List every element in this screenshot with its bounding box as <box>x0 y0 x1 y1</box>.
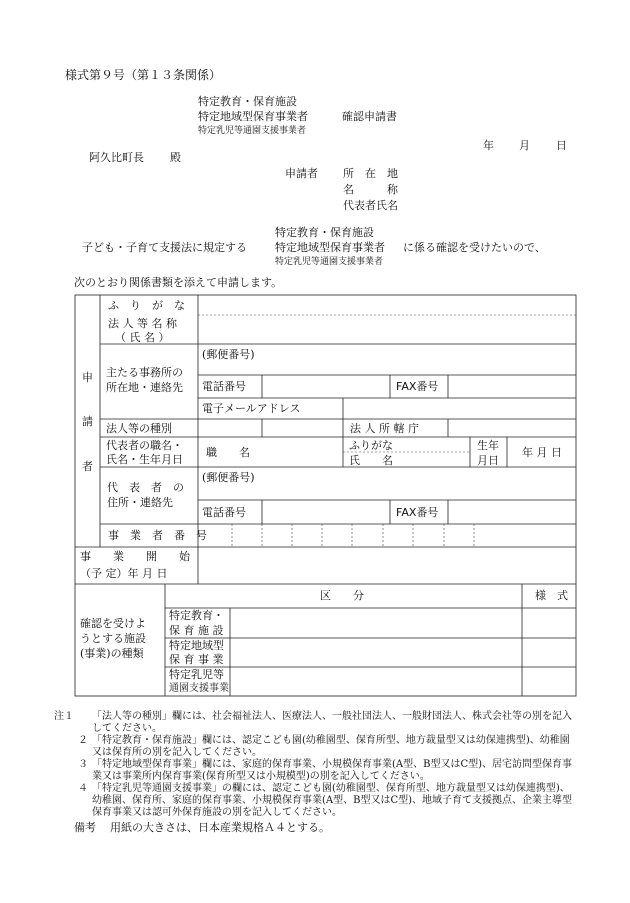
notes <box>54 711 576 819</box>
start-date-label-1: 事 業 開 始 <box>80 550 190 563</box>
date-year: 年 <box>483 139 494 152</box>
start-date-label-2: （予 定）年 月 日 <box>80 567 168 580</box>
intro-line-2: 次のとおり関係書類を添えて申請します。 <box>74 276 283 289</box>
note-3-number: ３ <box>78 759 88 770</box>
note-2-text: 「特定教育・保育施設」欄には、認定こども園(幼稚園型、保育所型、地方裁量型又は幼保連携型)、幼稚園又は保育所の別を記入してください。 <box>92 735 570 758</box>
office-address-label-2: 所在地・連絡先 <box>106 381 183 394</box>
side-label-1: 申 <box>82 371 93 384</box>
fax-label-2: FAX番号 <box>396 506 439 519</box>
facility-kind-label-2: うとする施設 <box>80 632 146 645</box>
phone-label-2: 電話番号 <box>202 506 246 519</box>
honorific: 殿 <box>170 151 181 164</box>
addressee: 阿久比町長 <box>89 151 144 164</box>
type2-label-1: 特定地域型 <box>169 639 224 652</box>
note-4-text: 「特定乳児等通園支援事業」の欄には、認定こども園(幼稚園型、保育所型、地方裁量型又は幼保連携型)、幼稚園、保育所、家庭的保育事業、小規模保育事業(A型、B型又はC型)、地域子育て支援拠点、企業主導型保育事業又は認可外保育施設の別を記入してください。 <box>92 783 573 818</box>
note-1-text: 「法人等の種別」欄には、社会福祉法人、医療法人、一般社団法人、一般財団法人、株式会社等の別を記入してください。 <box>92 711 572 734</box>
rep-address-label-1: 代 表 者 の <box>107 481 184 494</box>
phone-label: 電話番号 <box>202 380 246 393</box>
ymd-label: 年 月 日 <box>522 446 562 459</box>
type2-label-2: 保 育 事 業 <box>169 653 224 666</box>
note-3-text: 「特定地域型保育事業」欄には、家庭的保育事業、小規模保育事業(A型、B型又はC型)、居宅訪問型保育事業又は事業所内保育事業(保育所型又は小規模型)の別を記入してください。 <box>92 759 573 782</box>
office-address-label-1: 主たる事務所の <box>106 366 183 379</box>
applicant-address-label: 所 在 地 <box>343 167 398 180</box>
date-month: 月 <box>519 139 530 152</box>
email-label: 電子メールアドレス <box>202 402 301 415</box>
note-3 <box>64 759 576 783</box>
applicant-rep-label: 代表者氏名 <box>343 199 398 212</box>
applicant-name-label: 名 称 <box>343 183 398 196</box>
furigana-short-label: ふりがな <box>349 439 393 452</box>
remarks-label: 備考 <box>74 821 96 834</box>
birth-label-1: 生年 <box>477 439 499 452</box>
type3-label-1: 特定乳児等 <box>169 668 224 681</box>
facility-type-2: 特定地域型保育事業者 <box>198 110 308 123</box>
note-2-number: ２ <box>78 735 88 746</box>
facility-kind-label-1: 確認を受けよ <box>80 617 146 630</box>
title-label: 職 名 <box>206 446 250 459</box>
name-label: 氏 名 <box>349 454 393 467</box>
corp-name-sub-label: （ 氏 名 ） <box>115 331 170 344</box>
note-1-number: 注１ <box>54 711 74 722</box>
category-header: 区 分 <box>320 589 364 602</box>
side-label-2: 請 <box>82 415 93 428</box>
style-header: 様 式 <box>535 589 568 602</box>
type1-label-2: 保 育 施 設 <box>169 624 224 637</box>
intro-facility-type-2: 特定地域型保育事業者 <box>275 241 385 254</box>
form-number: 様式第９号（第１３条関係） <box>65 68 222 82</box>
fax-label: FAX番号 <box>396 380 439 393</box>
business-number-label: 事 業 者 番 号 <box>108 529 207 542</box>
doc-title: 確認申請書 <box>342 110 397 123</box>
corp-authority-label: 法 人 所 轄 庁 <box>350 422 419 435</box>
note-4 <box>64 783 576 819</box>
type3-label-2: 通園支援事業 <box>169 683 229 694</box>
furigana-label: ふ り が な <box>108 299 185 312</box>
corp-type-label: 法人等の種別 <box>106 422 172 435</box>
facility-kind-label-3: (事業)の種類 <box>80 647 144 660</box>
date-day: 日 <box>556 139 567 152</box>
postal-code-label: (郵便番号) <box>202 348 255 361</box>
intro-suffix: に係る確認を受けたいので、 <box>403 241 546 254</box>
note-2 <box>64 735 576 759</box>
note-1 <box>54 711 576 735</box>
intro-facility-type-3: 特定乳児等通園支援事業者 <box>275 257 384 267</box>
note-4-number: ４ <box>78 783 88 794</box>
rep-address-label-2: 住所・連絡先 <box>107 496 173 509</box>
postal-code-label-2: (郵便番号) <box>202 471 255 484</box>
facility-type-3: 特定乳児等通園支援事業者 <box>198 126 307 136</box>
type1-label-1: 特定教育・ <box>169 609 224 622</box>
corp-name-label: 法 人 等 名 称 <box>108 317 177 330</box>
rep-label-1: 代表者の職名・ <box>106 439 183 452</box>
intro-facility-type-1: 特定教育・保育施設 <box>275 226 374 239</box>
birth-label-2: 月日 <box>477 454 499 467</box>
remarks-text: 用紙の大きさは、日本産業規格Ａ４とする。 <box>110 821 330 834</box>
side-label-3: 者 <box>82 460 93 473</box>
intro-prefix: 子ども・子育て支援法に規定する <box>82 241 247 254</box>
applicant-label: 申請者 <box>285 167 318 180</box>
rep-label-2: 氏名・生年月日 <box>106 453 183 466</box>
facility-type-1: 特定教育・保育施設 <box>198 95 297 108</box>
